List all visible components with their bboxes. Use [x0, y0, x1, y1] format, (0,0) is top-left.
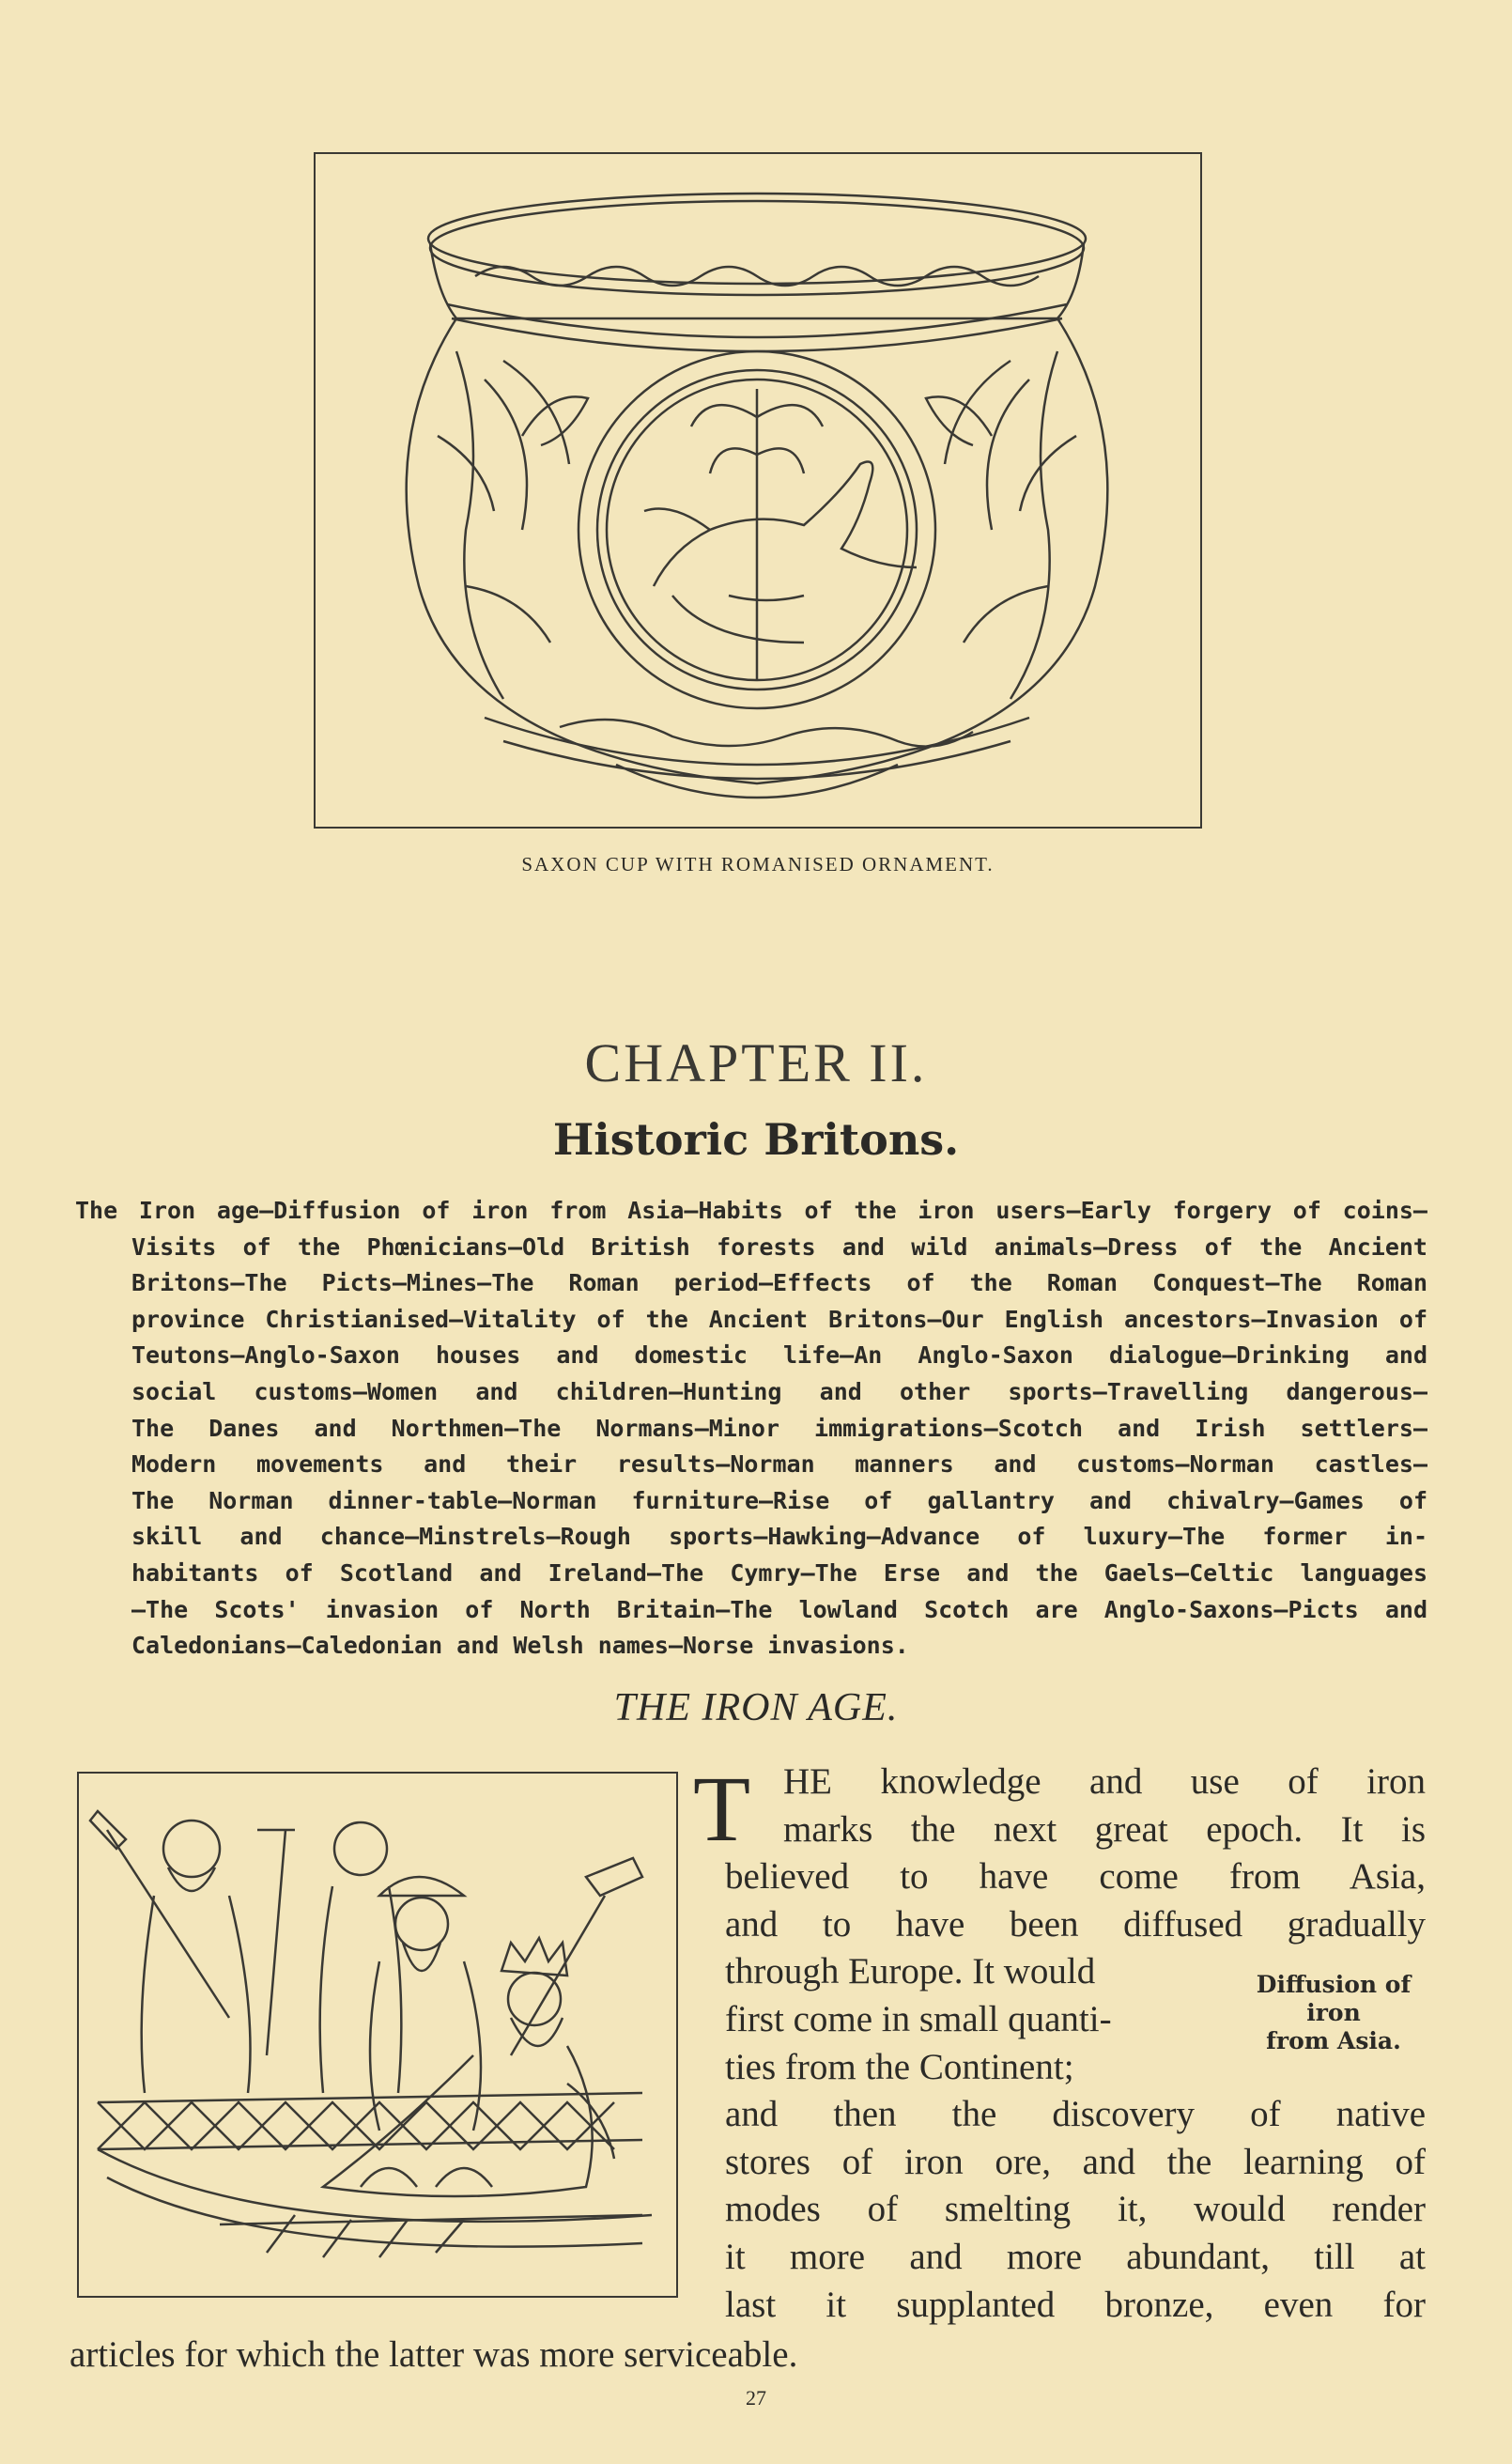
- margin-note-line: iron: [1306, 1999, 1361, 2026]
- section-heading: THE IRON AGE.: [613, 1686, 899, 1729]
- synopsis-line: Visits of the Phœnicians—Old British forests and wild animals—Dress of the Ancient: [131, 1232, 1427, 1261]
- drop-cap: T: [693, 1757, 751, 1861]
- body-line: marks the next great epoch. It is: [783, 1808, 1426, 1850]
- synopsis-line: social customs—Women and children—Hunting and other sports—Travelling dangerous—: [131, 1377, 1427, 1405]
- margin-note: [1249, 1971, 1418, 2055]
- page-number: 27: [746, 2386, 766, 2410]
- body-line: it more and more abundant, till at: [725, 2236, 1426, 2277]
- body-line: first come in small quanti-: [725, 1998, 1112, 2039]
- margin-note-line: Diffusion of: [1256, 1971, 1412, 1998]
- body-line: modes of smelting it, would render: [725, 2189, 1426, 2230]
- body-line: HE knowledge and use of iron: [783, 1761, 1426, 1802]
- body-line: ties from the Continent;: [725, 2046, 1074, 2087]
- synopsis-line: Modern movements and their results—Norman manners and customs—Norman castles—: [131, 1450, 1427, 1479]
- body-last-line: articles for which the latter was more serviceable.: [69, 2334, 798, 2375]
- body-line: through Europe. It would: [725, 1951, 1096, 1992]
- boat-figures-illustration: [77, 1772, 678, 2298]
- synopsis-line: The Norman dinner-table—Norman furniture—Rise of gallantry and chivalry—Games of: [131, 1486, 1427, 1514]
- body-line: and to have been diffused gradually: [725, 1903, 1426, 1945]
- synopsis-line: habitants of Scotland and Ireland—The Cymry—The Erse and the Gaels—Celtic languages: [131, 1558, 1427, 1587]
- synopsis-line: —The Scots' invasion of North Britain—The lowland Scotch are Anglo-Saxons—Picts and: [131, 1595, 1427, 1623]
- body-line: last it supplanted bronze, even for: [725, 2284, 1426, 2325]
- body-line: stores of iron ore, and the learning of: [725, 2141, 1426, 2182]
- saxon-cup-drawing: [316, 154, 1200, 827]
- synopsis-line: The Danes and Northmen—The Normans—Minor immigrations—Scotch and Irish settlers—: [131, 1414, 1427, 1442]
- synopsis-line: Britons—The Picts—Mines—The Roman period—Effects of the Roman Conquest—The Roman: [131, 1269, 1427, 1297]
- synopsis-line: Teutons—Anglo-Saxon houses and domestic life—An Anglo-Saxon dialogue—Drinking and: [131, 1341, 1427, 1370]
- synopsis-line: province Christianised—Vitality of the Ancient Britons—Our English ancestors—Invasion of: [131, 1305, 1427, 1333]
- boat-figures-drawing: [79, 1774, 676, 2296]
- chapter-number: CHAPTER II.: [584, 1032, 928, 1093]
- saxon-cup-illustration: [314, 152, 1202, 829]
- synopsis-line: Caledonians—Caledonian and Welsh names—Norse invasions.: [131, 1632, 909, 1660]
- chapter-synopsis: [75, 1193, 1427, 1665]
- synopsis-line: The Iron age—Diffusion of iron from Asia—Habits of the iron users—Early forgery of coins—: [75, 1197, 1427, 1224]
- figure-caption: SAXON CUP WITH ROMANISED ORNAMENT.: [521, 853, 995, 876]
- chapter-title: Historic Britons.: [552, 1114, 960, 1165]
- margin-note-line: from Asia.: [1266, 2027, 1401, 2054]
- synopsis-line: skill and chance—Minstrels—Rough sports—Hawking—Advance of luxury—The former in-: [131, 1523, 1427, 1551]
- body-line: believed to have come from Asia,: [725, 1856, 1426, 1898]
- body-line: and then the discovery of native: [725, 2094, 1426, 2135]
